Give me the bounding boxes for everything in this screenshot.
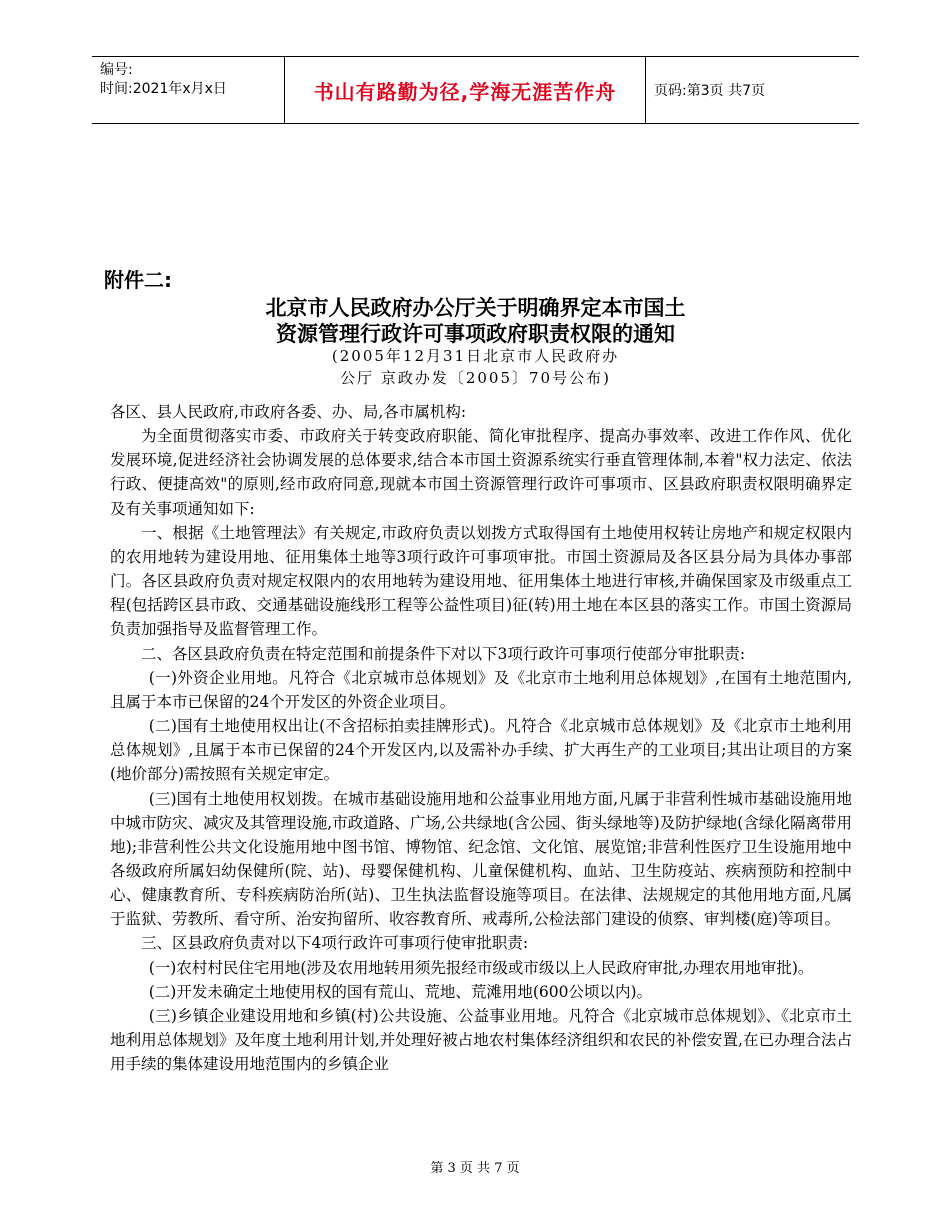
number-label: 编号:: [100, 62, 133, 78]
paragraph: (一)农村村民住宅用地(涉及农用地转用须先报经市级或市级以上人民政府审批,办理农用地审批)。: [148, 958, 814, 977]
document-body: [110, 400, 852, 1076]
paragraph: 一、根据《土地管理法》有关规定,市政府负责以划拨方式取得国有土地使用权转让房地产和规定权限内的农用地转为建设用地、征用集体土地等3项行政许可事项审批。市国土资源局及各区县分局为具体办事部门。各区县政府负责对规定权限内的农用地转为建设用地、征用集体土地进行审核,并确保国家及市级重点工程(包括跨区县市政、交通基础设施线形工程等公益性项目)征(转)用土地在本区县的落实工作。市国土资源局负责加强指导及监督管理工作。: [110, 523, 852, 639]
salutation: 各区、县人民政府,市政府各委、办、局,各市属机构:: [110, 403, 467, 421]
subtitle-line-2: 公厅 京政办发〔2005〕70号公布): [340, 369, 611, 387]
paragraph: (三)国有土地使用权划拨。在城市基础设施用地和公益事业用地方面,凡属于非营利性城市基础设施用地中城市防灾、减灾及其管理设施,市政道路、广场,公共绿地(含公园、街头绿地等)及防护绿地(含绿化隔离带用地);非营利性公共文化设施用地中图书馆、博物馆、纪念馆、文化馆、展览馆;非营利性医疗卫生设施用地中各级政府所属妇幼保健所(院、站)、母婴保健机构、儿童保健机构、血站、卫生防疫站、疾病预防和控制中心、健康教育所、专科疾病防治所(站)、卫生执法监督设施等项目。在法律、法规规定的其他用地方面,凡属于监狱、劳教所、看守所、治安拘留所、收容教育所、戒毒所,公检法部门建设的侦察、审判楼(庭)等项目。: [110, 789, 852, 929]
paragraph: 为全面贯彻落实市委、市政府关于转变政府职能、简化审批程序、提高办事效率、改进工作作风、优化发展环境,促进经济社会协调发展的总体要求,结合本市国土资源系统实行垂直管理体制,本着"权力法定、依法行政、便捷高效"的原则,经市政府同意,现就本市国土资源管理行政许可事项市、区县政府职责权限明确界定及有关事项通知如下:: [110, 427, 852, 518]
attachment-label: 附件二:: [104, 268, 172, 292]
header-left-cell: [92, 57, 285, 123]
page-footer: 第 3 页 共 7 页: [430, 1161, 520, 1176]
paragraph: (二)开发未确定土地使用权的国有荒山、荒地、荒滩用地(600公顷以内)。: [148, 982, 653, 1001]
paragraph: 二、各区县政府负责在特定范围和前提条件下对以下3项行政许可事项行使部分审批职责:: [141, 644, 746, 663]
document-header: [92, 56, 859, 124]
page-info: 页码:第3页 共7页: [654, 83, 765, 99]
subtitle-line-1: (2005年12月31日北京市人民政府办: [331, 347, 620, 365]
paragraph: 三、区县政府负责对以下4项行政许可事项行使审批职责:: [141, 934, 529, 953]
paragraph: (三)乡镇企业建设用地和乡镇(村)公共设施、公益事业用地。凡符合《北京城市总体规划》、《北京市土地利用总体规划》及年度土地利用计划,并处理好被占地农村集体经济组织和农民的补偿安置,在已办理合法占用手续的集体建设用地范围内的乡镇企业: [110, 1006, 852, 1074]
title-line-1: 北京市人民政府办公厅关于明确界定本市国土: [265, 296, 686, 320]
paragraph: (二)国有土地使用权出让(不含招标拍卖挂牌形式)。凡符合《北京城市总体规划》及《北京市土地利用总体规划》,且属于本市已保留的24个开发区内,以及需补办手续、扩大再生产的工业项目;其出让项目的方案(地价部分)需按照有关规定审定。: [110, 717, 852, 784]
time-label: 时间:2021年x月x日: [100, 81, 227, 97]
title-line-2: 资源管理行政许可事项政府职责权限的通知: [276, 322, 675, 346]
motto: 书山有路勤为径,学海无涯苦作舟: [285, 57, 646, 123]
paragraph: (一)外资企业用地。凡符合《北京城市总体规划》及《北京市土地利用总体规划》,在国有土地范围内,且属于本市已保留的24个开发区的外资企业项目。: [110, 668, 852, 711]
